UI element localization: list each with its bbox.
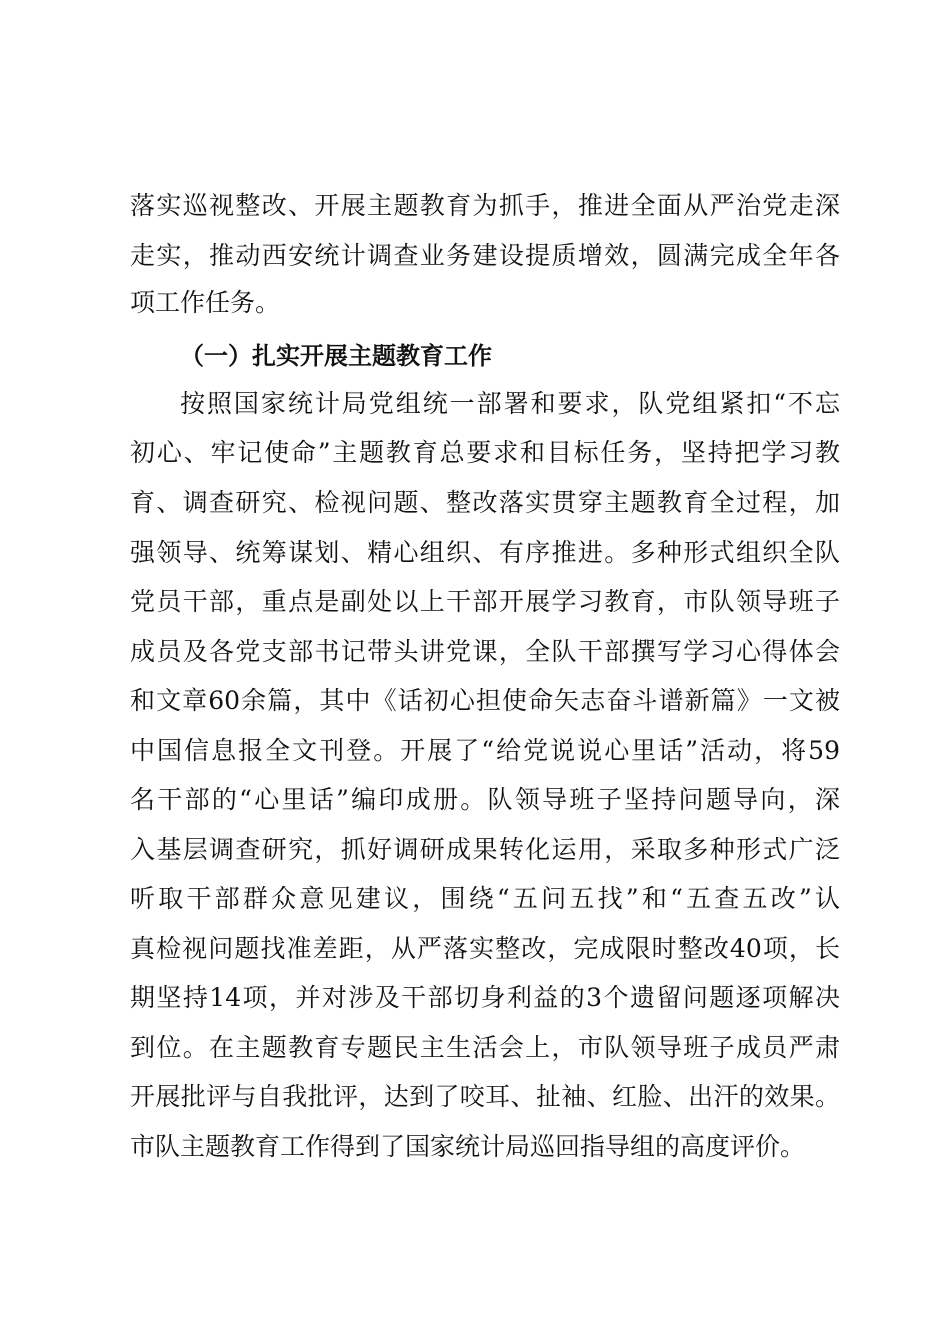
body-text-line: 党员干部，重点是副处以上干部开展学习教育，市队领导班子 (130, 587, 840, 616)
body-text-line: 到位。在主题教育专题民主生活会上，市队领导班子成员严肃 (130, 1033, 840, 1062)
body-text-line: 按照国家统计局党组统一部署和要求，队党组紧扣“不忘 (180, 389, 840, 418)
body-text-line: 听取干部群众意见建议，围绕“五问五找”和“五查五改”认 (130, 884, 840, 913)
body-text-line: 成员及各党支部书记带头讲党课，全队干部撰写学习心得体会 (130, 637, 840, 666)
body-text-line: 中国信息报全文刊登。开展了“给党说说心里话”活动，将59 (130, 736, 840, 765)
body-text-line: 市队主题教育工作得到了国家统计局巡回指导组的高度评价。 (130, 1132, 806, 1161)
body-text-line: 名干部的“心里话”编印成册。队领导班子坚持问题导向，深 (130, 785, 840, 814)
body-text-line: 走实，推动西安统计调查业务建设提质增效，圆满完成全年各 (130, 241, 840, 270)
body-text-line: 和文章60余篇，其中《话初心担使命矢志奋斗谱新篇》一文被 (130, 686, 840, 715)
body-text-line: 初心、牢记使命”主题教育总要求和目标任务，坚持把学习教 (130, 438, 840, 467)
body-text-line: 开展批评与自我批评，达到了咬耳、扯袖、红脸、出汗的效果。 (130, 1082, 840, 1111)
body-text-line: 育、调查研究、检视问题、整改落实贯穿主题教育全过程，加 (130, 488, 840, 517)
body-text-line: 强领导、统筹谋划、精心组织、有序推进。多种形式组织全队 (130, 538, 840, 567)
body-text-line: 真检视问题找准差距，从严落实整改，完成限时整改40项，长 (130, 934, 840, 963)
body-text-line: 落实巡视整改、开展主题教育为抓手，推进全面从严治党走深 (130, 191, 840, 220)
body-text-line: 期坚持14项，并对涉及干部切身利益的3个遗留问题逐项解决 (130, 983, 840, 1012)
body-text-line: 入基层调查研究，抓好调研成果转化运用，采取多种形式广泛 (130, 835, 840, 864)
body-text-line: 项工作任务。 (130, 288, 281, 317)
section-heading: （一）扎实开展主题教育工作 (180, 342, 492, 370)
